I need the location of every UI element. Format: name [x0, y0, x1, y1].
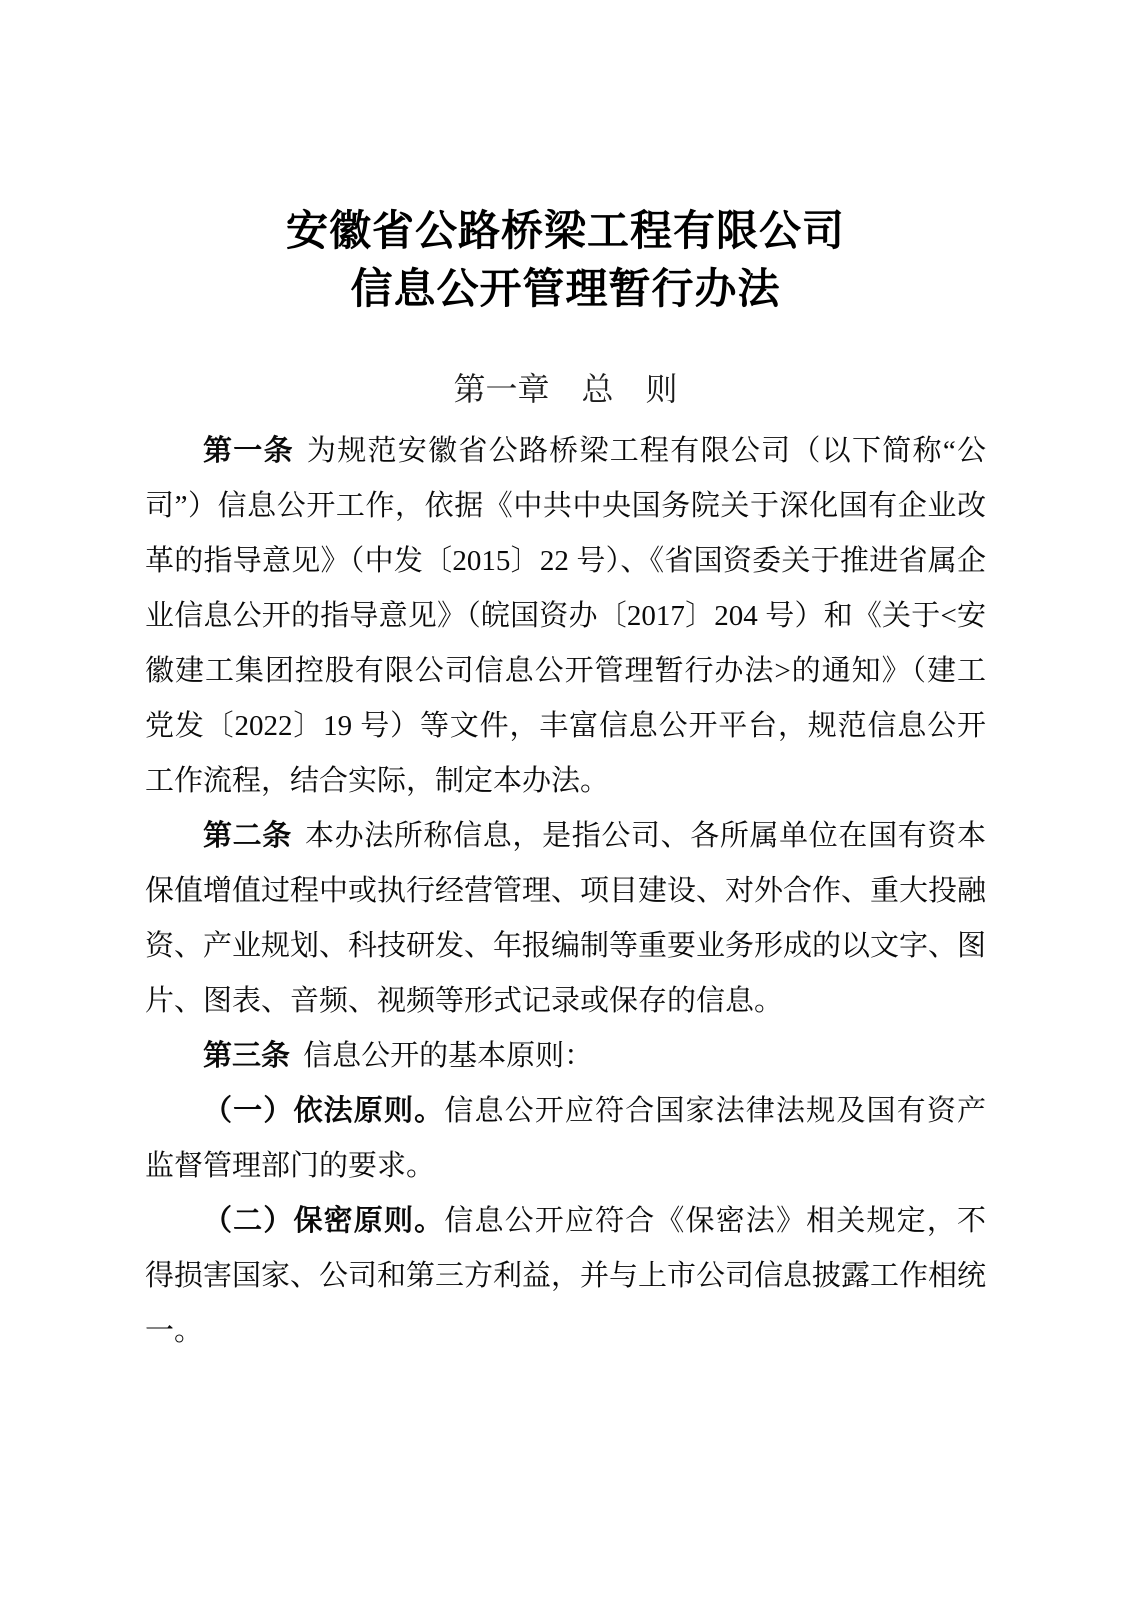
principle-2-paragraph — [145, 1194, 986, 1359]
principle-1-lead: （一）依法原则。 — [203, 1095, 445, 1127]
article-3-text: 信息公开的基本原则： — [303, 1040, 594, 1072]
article-2-paragraph — [145, 809, 986, 1029]
article-1-lead: 第一条 — [203, 435, 294, 467]
article-1-text: 为规范安徽省公路桥梁工程有限公司（以下简称“公司”）信息公开工作，依据《中共中央国务院关于深化国有企业改革的指导意见》（中发〔2015〕22 号）、《省国资委关于推进省属企业信息公开的指导意见》（皖国资办〔2017〕204 号）和《关于<安徽建工集团控股有限公司信息公开管理暂行办法>的通知》（建工党发〔2022〕19 号）等文件，丰富信息公开平台，规范信息公开工作流程，结合实际，制定本办法。 — [145, 435, 986, 797]
principle-1-text: 信息公开应符合国家法律法规及国有资产监督管理部门的要求。 — [145, 1095, 986, 1182]
article-2-lead: 第二条 — [203, 820, 292, 852]
principle-2-lead: （二）保密原则。 — [203, 1205, 445, 1237]
document-title-line1: 安徽省公路桥梁工程有限公司 — [285, 209, 845, 255]
chapter-heading — [0, 367, 1131, 411]
principle-1-paragraph — [145, 1084, 986, 1194]
article-3-lead: 第三条 — [203, 1040, 291, 1072]
document-title — [0, 203, 1131, 319]
chapter-number: 第一章 — [453, 371, 550, 407]
document-title-line2: 信息公开管理暂行办法 — [350, 267, 781, 313]
chapter-title: 总 则 — [581, 371, 678, 407]
article-2-text: 本办法所称信息，是指公司、各所属单位在国有资本保值增值过程中或执行经营管理、项目建设、对外合作、重大投融资、产业规划、科技研发、年报编制等重要业务形成的以文字、图片、图表、音频、视频等形式记录或保存的信息。 — [145, 820, 987, 1017]
document-body — [145, 424, 986, 1359]
article-1-paragraph — [145, 424, 986, 809]
principle-2-text: 信息公开应符合《保密法》相关规定，不得损害国家、公司和第三方利益，并与上市公司信息披露工作相统一。 — [145, 1205, 987, 1347]
article-3-paragraph — [145, 1029, 986, 1084]
